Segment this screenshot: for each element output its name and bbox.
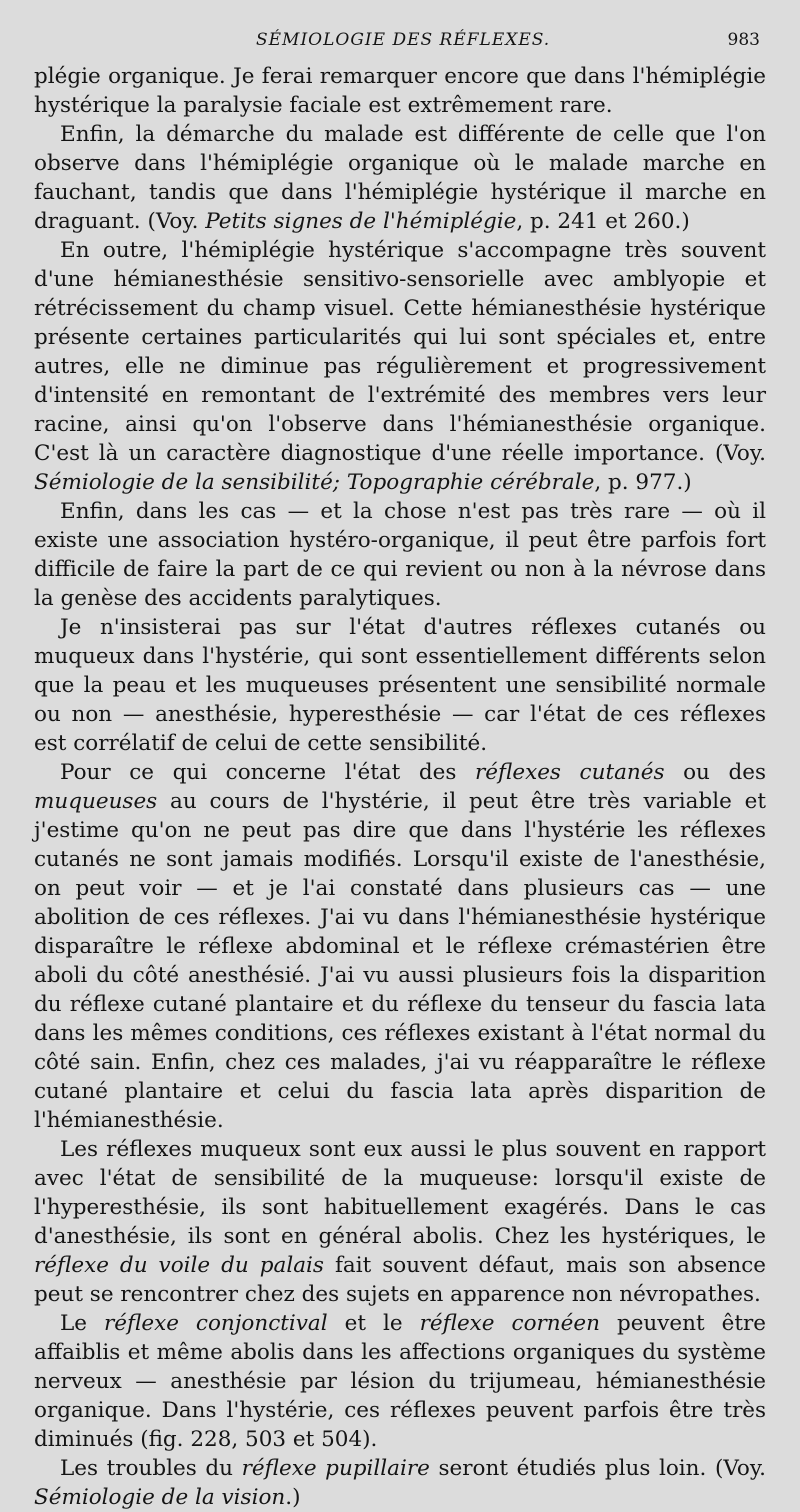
text-run: Les troubles du	[60, 1456, 242, 1481]
paragraph	[34, 1454, 766, 1512]
italic-text: réflexe conjonctival	[104, 1311, 328, 1336]
italic-text: réflexe du voile du palais	[34, 1253, 324, 1278]
paragraph	[34, 758, 766, 1135]
body-text	[34, 62, 766, 1512]
running-title: SÉMIOLOGIE DES RÉFLEXES.	[256, 30, 551, 50]
page-header	[0, 30, 800, 54]
text-run: , p. 977.)	[594, 470, 692, 495]
text-run: peuvent être affaiblis et même abolis dans les affections organiques du système nerveux — anesthésie par lésion du trijumeau, hémianesthésie organique. Dans l'hystérie, ces réflexes peuvent parfois être très diminués (fig. 228, 503 et 504).	[34, 1311, 767, 1452]
text-run: au cours de l'hystérie, il peut être très variable et j'estime qu'on ne peut pas dire que dans l'hystérie les réflexes cutanés ne sont jamais modifiés. Lorsqu'il existe de l'anesthésie, on peut voir — et je l'ai constaté dans plusieurs cas — une abolition de ces réflexes. J'ai vu dans l'hémianesthésie hystérique disparaître le réflexe abdominal et le réflexe crémastérien être aboli du côté anesthésié. J'ai vu aussi plusieurs fois la disparition du réflexe cutané plantaire et du réflexe du tenseur du fascia lata dans les mêmes conditions, ces réflexes existant à l'état normal du côté sain. Enfin, chez ces malades, j'ai vu réapparaître le réflexe cutané plantaire et celui du fascia lata après disparition de l'hémianesthésie.	[34, 789, 766, 1133]
paragraph	[34, 613, 766, 758]
text-run: ou des	[664, 760, 767, 785]
italic-text: muqueuses	[34, 789, 158, 814]
text-run: .)	[285, 1485, 301, 1510]
italic-text: réflexe pupillaire	[241, 1456, 430, 1481]
italic-text: Sémiologie de la vision	[34, 1485, 286, 1510]
text-run: Pour ce qui concerne l'état des	[60, 760, 476, 785]
text-run: Enfin, la démarche du malade est différente de celle que l'on observe dans l'hémiplégie organique où le malade marche en fauchant, tandis que dans l'hémiplégie hystérique il marche en draguant. (Voy.	[34, 122, 766, 234]
text-run: et le	[327, 1311, 420, 1336]
text-run: Enfin, dans les cas — et la chose n'est pas très rare — où il existe une association hystéro-organique, il peut être parfois fort difficile de faire la part de ce qui revient ou non à la névrose dans la genèse des accidents paralytiques.	[34, 499, 766, 611]
text-run: , p. 241 et 260.)	[516, 209, 690, 234]
paragraph	[34, 497, 766, 613]
italic-text: Petits signes de l'hémiplégie	[205, 209, 517, 234]
paragraph	[34, 120, 766, 236]
text-run: Les réflexes muqueux sont eux aussi le plus souvent en rapport avec l'état de sensibilité de la muqueuse: lorsqu'il existe de l'hyperesthésie, ils sont habituellement exagérés. Dans le cas d'anesthésie, ils sont en général abolis. Chez les hystériques, le	[34, 1137, 766, 1249]
italic-text: réflexe cornéen	[419, 1311, 600, 1336]
text-run: fait souvent défaut, mais son absence peut se rencontrer chez des sujets en apparence non névropathes.	[34, 1253, 766, 1307]
text-run: Je n'insisterai pas sur l'état d'autres réflexes cutanés ou muqueux dans l'hystérie, qui sont essentiellement différents selon que la peau et les muqueuses présentent une sensibilité normale ou non — anesthésie, hyperesthésie — car l'état de ces réflexes est corrélatif de celui de cette sensibilité.	[34, 615, 766, 756]
italic-text: réflexes cutanés	[475, 760, 665, 785]
paragraph	[34, 236, 766, 497]
text-run: En outre, l'hémiplégie hystérique s'accompagne très souvent d'une hémianesthésie sensitivo-sensorielle avec amblyopie et rétrécissement du champ visuel. Cette hémianesthésie hystérique présente certaines particularités qui lui sont spéciales et, entre autres, elle ne diminue pas régulièrement et progressivement d'intensité en remontant de l'extrémité des membres vers leur racine, ainsi qu'on l'observe dans l'hémianesthésie organique. C'est là un caractère diagnostique d'une réelle importance. (Voy.	[34, 238, 766, 466]
page-number: 983	[727, 30, 760, 50]
text-run: seront étudiés plus loin. (Voy.	[429, 1456, 766, 1481]
text-run: Le	[60, 1311, 105, 1336]
paragraph	[34, 1135, 766, 1309]
italic-text: Sémiologie de la sensibilité; Topographie cérébrale	[34, 470, 595, 495]
text-run: plégie organique. Je ferai remarquer encore que dans l'hémiplégie hystérique la paralysie faciale est extrêmement rare.	[34, 64, 766, 118]
paragraph	[34, 62, 766, 120]
paragraph	[34, 1309, 766, 1454]
